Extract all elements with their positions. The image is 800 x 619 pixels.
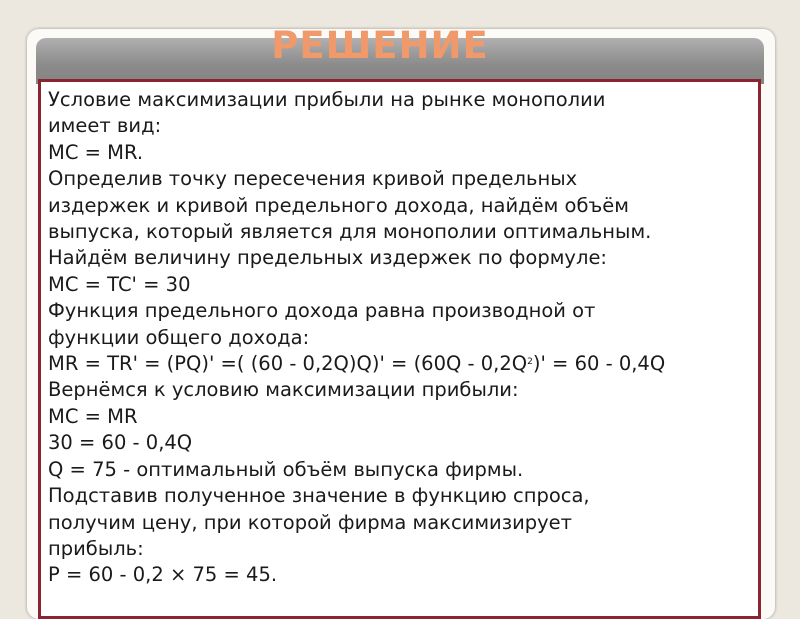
text-line: MC = MR xyxy=(48,404,138,428)
text-line: Подставив полученное значение в функцию спроса, xyxy=(48,484,590,508)
text-line: Условие максимизации прибыли на рынке монополии xyxy=(48,88,606,111)
text-line: MC = TC' = 30 xyxy=(48,272,191,296)
text-line: Определив точку пересечения кривой предельных xyxy=(48,167,578,191)
text-line: издержек и кривой предельного дохода, найдём объём xyxy=(48,193,629,217)
text-line: P = 60 - 0,2 × 75 = 45. xyxy=(48,563,278,587)
text-line: Функция предельного дохода равна производной от xyxy=(48,299,596,323)
text-line: имеет вид: xyxy=(48,114,162,138)
text-line: получим цену, при которой фирма максимизирует xyxy=(48,510,573,534)
text-line: Q = 75 - оптимальный объём выпуска фирмы. xyxy=(48,457,524,481)
text-line: прибыль: xyxy=(48,536,144,560)
mr-formula-exponent: 2 xyxy=(527,357,533,368)
mr-formula-line xyxy=(48,351,751,377)
mr-formula-part: MR = TR' = (PQ)' =( (60 - 0,2Q)Q)' = (60Q - 0,2Q xyxy=(48,352,528,376)
solution-text-box xyxy=(38,79,761,619)
slide-title: РЕШЕНИЕ xyxy=(271,24,489,67)
text-line: Вернёмся к условию максимизации прибыли: xyxy=(48,378,519,402)
text-line: функции общего дохода: xyxy=(48,325,310,349)
text-line: выпуска, который является для монополии оптимальным. xyxy=(48,220,652,244)
text-line: 30 = 60 - 0,4Q xyxy=(48,431,193,455)
text-line: MC = MR. xyxy=(48,140,144,164)
mr-formula-part: )' = 60 - 0,4Q xyxy=(532,352,666,376)
text-line: Найдём величину предельных издержек по формуле: xyxy=(48,246,608,270)
